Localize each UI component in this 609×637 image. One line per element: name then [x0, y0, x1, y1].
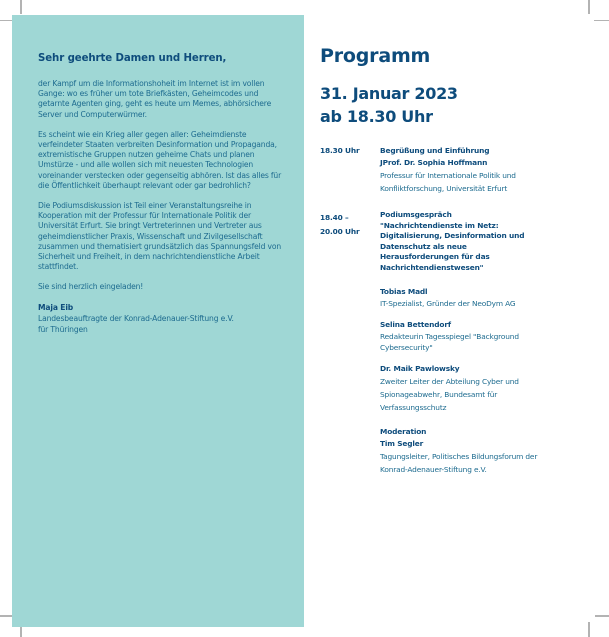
schedule-heading: Begrüßung und Einführung	[380, 146, 490, 155]
panelist-role: Zweiter Leiter der Abteilung Cyber und Spionageabwehr, Bundesamt für Verfassungsschutz	[380, 376, 519, 412]
signature-title-region: für Thüringen	[38, 325, 88, 335]
moderation-label: Moderation	[380, 426, 427, 436]
schedule-time	[320, 210, 376, 238]
speaker-name: JProf. Dr. Sophia Hoffmann	[380, 158, 488, 167]
schedule-item-panel	[320, 210, 560, 500]
letter-paragraph: Die Podiumsdiskussion ist Teil einer Veranstaltungsreihe in Kooperation mit der Professur für Internationale Politik der Universität Erfurt. Sie bringt Vertreterinnen und Vertreter aus geheimdienstlicher Praxis, Wissenschaft und Zivilgesellschaft zusammen und thematisiert grundsätzlich das Spannungsfeld von Sicherheit und Freiheit, in dem nachrichtendienstliche Arbeit stattfindet.	[38, 201, 282, 272]
talk-title: "Nachrichtendienste im Netz: Digitalisierung, Desinformation und Datenschutz als neue Herausforderungen für das Nachrichtendienstwesen"	[380, 220, 525, 272]
schedule-description	[380, 210, 560, 476]
schedule-time-start: 18.40 –	[320, 213, 349, 222]
signature-name: Maja Eib	[38, 302, 74, 312]
signature-title: Landesbeauftragte der Konrad-Adenauer-Stiftung e.V.	[38, 313, 234, 323]
moderation	[380, 426, 560, 476]
letter-greeting: Sehr geehrte Damen und Herren,	[38, 53, 227, 64]
program-start-time: ab 18.30 Uhr	[320, 107, 433, 126]
signature	[38, 303, 290, 336]
crop-mark-bottom-right-vertical	[588, 622, 590, 637]
panelist	[380, 363, 560, 414]
schedule-item-welcome	[320, 145, 560, 205]
program-header	[320, 44, 600, 128]
moderator-role: Tagungsleiter, Politisches Bildungsforum der Konrad-Adenauer-Stiftung e.V.	[380, 451, 538, 474]
panelist-role: IT-Spezialist, Gründer der NeoDym AG	[380, 298, 516, 308]
program-title: Programm	[320, 45, 431, 67]
program-date: 31. Januar 2023	[320, 84, 458, 103]
moderator-name: Tim Segler	[380, 438, 424, 448]
letter-paragraph: der Kampf um die Informationshoheit im Internet ist im vollen Gange: wo es früher um tote Briefkästen, Geheimcodes und getarnte Agenten ging, geht es heute um Memes, abhörsichere Server und Computerwürmer.	[38, 79, 272, 119]
schedule-time-end: 20.00 Uhr	[320, 227, 360, 236]
schedule-heading: Podiumsgespräch	[380, 210, 452, 219]
schedule-time: 18.30 Uhr	[320, 146, 360, 155]
crop-mark-top-right-horizontal	[594, 20, 609, 21]
panelist-name: Dr. Maik Pawlowsky	[380, 363, 460, 373]
panelist-role: Redakteurin Tagesspiegel "Background Cybersecurity"	[380, 331, 519, 352]
letter-closing: Sie sind herzlich eingeladen!	[38, 282, 144, 292]
panelist	[380, 319, 560, 353]
panelist-name: Tobias Madl	[380, 286, 428, 296]
letter-paragraph: Es scheint wie ein Krieg aller gegen aller: Geheimdienste verfeindeter Staaten verbreiten Desinformation und Propaganda, extremistische Gruppen nutzen geheime Chats und planen Umstürze - und alle wollen sich mit neuesten Technologien voreinander verstecken oder gegenseitig abhören. Ist das alles für die Öffentlichkeit überhaupt relevant oder gar bedrohlich?	[38, 129, 282, 190]
panelist	[380, 286, 560, 309]
crop-mark-top-right-vertical	[588, 0, 590, 14]
speaker-role: Professur für Internationale Politik und Konfliktforschung, Universität Erfurt	[380, 171, 516, 193]
letter-content	[38, 52, 290, 336]
schedule-description	[380, 145, 560, 195]
crop-mark-top-left-vertical	[20, 0, 22, 14]
panelist-name: Selina Bettendorf	[380, 319, 451, 329]
crop-mark-bottom-right-horizontal	[595, 615, 609, 617]
